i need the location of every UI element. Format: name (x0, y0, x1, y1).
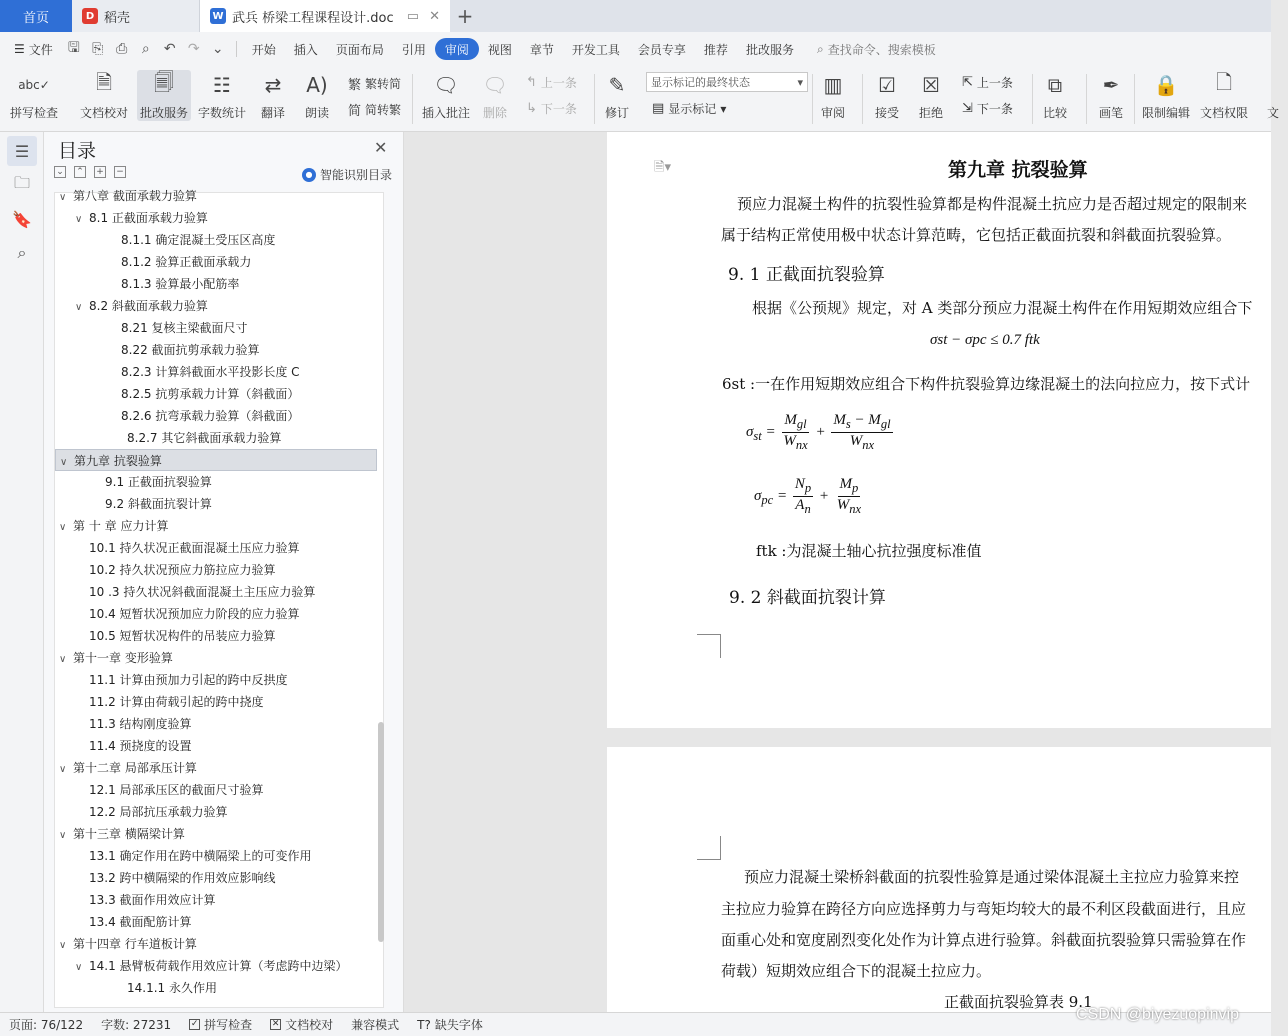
next-comment-icon: ↳ (526, 101, 537, 116)
search-icon[interactable]: ⌕ (17, 243, 27, 262)
toc-item[interactable] (55, 977, 377, 999)
toc-item[interactable] (55, 207, 377, 229)
chevron-down-icon[interactable]: ∨ (75, 302, 83, 313)
toc-item-label: 8.2.7 其它斜截面承载力验算 (127, 431, 282, 445)
read-aloud-icon: A) (306, 73, 328, 97)
next-comment-label: 下一条 (540, 102, 577, 116)
toc-item-label: 10 .3 持久状况斜截面混凝土主压应力验算 (89, 585, 316, 599)
chevron-down-icon[interactable]: ∨ (59, 654, 67, 665)
body-paragraph: 预应力混凝土梁桥斜截面的抗裂性验算是通过梁体混凝土主拉应力验算来控 (744, 868, 1240, 886)
toc-item-label: 11.1 计算由预加力引起的跨中反拱度 (89, 673, 288, 687)
proof-icon: ✕ (271, 1019, 280, 1029)
spellcheck-icon: abc✓ (18, 78, 50, 92)
menu-tab-member[interactable]: 会员专享 (637, 42, 686, 57)
ribbon-separator (812, 74, 813, 124)
doc-rights-label: 文档权限 (1200, 106, 1249, 120)
show-markup-icon: ▤ (652, 101, 665, 116)
word-count-label: 字数统计 (198, 106, 247, 120)
section-heading: 9. 1 正截面抗裂验算 (728, 265, 885, 285)
toc-item-label: 10.1 持久状况正截面混凝土压应力验算 (89, 541, 300, 555)
toc-item[interactable] (55, 669, 377, 691)
reject-icon: ☒ (922, 73, 940, 97)
menu-tab-layout[interactable]: 页面布局 (335, 42, 384, 57)
toc-item[interactable] (55, 295, 377, 317)
doc-proof-status-label: 文档校对 (285, 1018, 334, 1032)
hamburger-icon: ☰ (14, 42, 25, 56)
toc-item-label: 8.22 截面抗剪承载力验算 (121, 343, 260, 357)
toc-item[interactable] (55, 581, 377, 603)
tab-document-label: 武兵 桥梁工程课程设计.doc (232, 10, 394, 26)
toc-item[interactable] (55, 273, 377, 295)
next-change-icon: ⇲ (962, 101, 973, 116)
to-simplified-button[interactable] (348, 100, 401, 119)
toc-toolbar (54, 166, 126, 178)
missing-font-button[interactable] (408, 1016, 492, 1033)
checkbox-icon: ✓ (190, 1019, 199, 1029)
toc-item-label: 第十四章 行车道板计算 (73, 937, 197, 951)
formula-fraction: $\frac{M_{gl}}{W_{nx}}$ (783, 412, 808, 452)
tab-daoke-label: 稻壳 (104, 10, 131, 26)
toc-item[interactable] (55, 449, 377, 471)
comment-add-icon: 🗨 (433, 73, 459, 97)
menu-tab-developer[interactable]: 开发工具 (571, 42, 620, 57)
toc-item-label: 8.2 斜截面承载力验算 (89, 299, 208, 313)
compare-icon: ⧉ (1047, 73, 1063, 97)
correction-service-label: 批改服务 (140, 106, 189, 120)
toc-item[interactable] (55, 823, 377, 845)
redo-icon[interactable]: ↷ (187, 41, 200, 57)
review-pane-icon: ▥ (823, 73, 843, 97)
body-paragraph: 根据《公预规》规定，对 A 类部分预应力混凝土构件在作用短期效应组合下 (752, 299, 1253, 317)
spellcheck-label: 拼写检查 (10, 106, 59, 120)
chevron-down-icon[interactable]: ∨ (59, 192, 67, 203)
chevron-down-icon[interactable]: ∨ (59, 940, 67, 951)
show-markup-button[interactable] (652, 100, 726, 117)
doc-proof-icon: 🗎 (95, 70, 113, 94)
toc-item[interactable] (55, 603, 377, 625)
to-traditional-label: 繁转简 (365, 77, 402, 91)
chapter-heading: 第九章 抗裂验算 (948, 159, 1088, 181)
to-traditional-button[interactable] (348, 74, 401, 93)
toc-item[interactable] (55, 251, 377, 273)
toc-item-label: 9.1 正截面抗裂验算 (105, 475, 212, 489)
to-simplified-label: 简转繁 (365, 103, 402, 117)
customize-icon[interactable]: ⌄ (211, 41, 224, 57)
spell-check-label: 拼写检查 (204, 1018, 253, 1032)
ribbon-separator (862, 74, 863, 124)
toc-item[interactable] (55, 933, 377, 955)
more-icon (1258, 70, 1288, 100)
reject-label: 拒绝 (918, 106, 943, 120)
menu-tab-chapter[interactable]: 章节 (529, 42, 554, 57)
toc-item-label: 8.2.5 抗剪承载力计算（斜截面） (121, 387, 300, 401)
next-change-button[interactable] (962, 100, 1013, 117)
toc-item[interactable] (55, 647, 377, 669)
body-paragraph: 主拉应力验算在跨径方向应选择剪力与弯矩均较大的最不利区段截面进行，且应 (721, 900, 1247, 918)
daoke-logo-icon: D (82, 8, 98, 24)
toc-panel-icon[interactable]: ☰ (7, 136, 37, 166)
body-paragraph: 荷载）短期效应组合下的混凝土拉应力。 (721, 962, 992, 980)
compare-label: 比较 (1042, 106, 1067, 120)
markup-state-value: 显示标记的最终状态 (651, 76, 750, 89)
toc-list (54, 189, 384, 1008)
doc-proof-button[interactable] (80, 70, 128, 121)
menu-tab-references[interactable]: 引用 (401, 42, 426, 57)
toc-item[interactable] (55, 845, 377, 867)
correction-service-button[interactable] (137, 70, 191, 121)
doc-rights-button[interactable] (1200, 70, 1248, 121)
close-icon[interactable]: ✕ (429, 8, 440, 24)
translate-icon: ⇄ (264, 73, 282, 97)
read-aloud-button[interactable] (302, 70, 332, 121)
toc-item[interactable] (55, 801, 377, 823)
toc-item[interactable] (55, 405, 377, 427)
toc-item[interactable] (55, 867, 377, 889)
toc-panel (44, 132, 404, 1012)
body-paragraph: ftk :为混凝土轴心抗拉强度标准值 (756, 542, 982, 560)
expand-all-icon[interactable]: ⌃ (74, 166, 86, 178)
tab-daoke[interactable] (72, 0, 200, 32)
review-pane-button[interactable] (818, 70, 848, 121)
toc-item-label: 第 十 章 应力计算 (73, 519, 169, 533)
prev-comment-button[interactable] (526, 74, 577, 91)
toc-item[interactable] (55, 317, 377, 339)
next-change-label: 下一条 (976, 102, 1013, 116)
page-indicator[interactable]: 页面: 76/122 (9, 1018, 84, 1032)
toc-item-label: 8.1.1 确定混凝土受压区高度 (121, 233, 276, 247)
review-pane-label: 审阅 (820, 106, 845, 120)
word-count-indicator[interactable]: 字数: 27231 (101, 1018, 172, 1032)
prev-comment-icon: ↰ (526, 75, 537, 90)
spellcheck-button[interactable] (10, 70, 58, 121)
chevron-down-icon[interactable]: ∨ (75, 214, 83, 225)
menu-tab-start[interactable]: 开始 (251, 42, 276, 57)
toc-item[interactable] (55, 493, 377, 515)
toc-item[interactable] (55, 471, 377, 493)
missing-font-icon: T? (417, 1017, 431, 1032)
minimize-tab-icon[interactable]: ▭ (406, 8, 420, 24)
translate-button[interactable] (258, 70, 288, 121)
chevron-down-icon[interactable]: ∨ (59, 764, 67, 775)
toc-item-label: 8.2.3 计算斜截面水平投影长度 C (121, 365, 300, 379)
spell-check-toggle[interactable] (180, 1016, 261, 1033)
toc-item[interactable] (55, 559, 377, 581)
menu-tab-view[interactable]: 视图 (487, 42, 512, 57)
menu-tab-correction[interactable]: 批改服务 (745, 42, 794, 57)
body-paragraph: 预应力混凝土构件的抗裂性验算都是构件混凝土抗应力是否超过规定的限制来 (737, 195, 1248, 213)
prev-change-button[interactable] (962, 74, 1013, 91)
toc-scrollbar[interactable] (378, 722, 384, 942)
toc-item-label: 8.2.6 抗弯承载力验算（斜截面） (121, 409, 300, 423)
chevron-down-icon[interactable]: ∨ (75, 962, 83, 973)
doc-proof-label: 文档校对 (80, 106, 129, 120)
more-ribbon-label: 文 (1266, 106, 1279, 120)
toc-item[interactable] (55, 713, 377, 735)
toc-item-label: 14.1.1 永久作用 (127, 981, 217, 995)
chevron-down-icon[interactable]: ∨ (59, 830, 67, 841)
toc-item[interactable] (55, 735, 377, 757)
chapter-nav-icon[interactable]: 🗀 (13, 172, 30, 192)
toc-item[interactable] (55, 185, 377, 207)
section-heading: 9. 2 斜截面抗裂计算 (729, 588, 886, 608)
print-icon[interactable]: ⎙ (116, 41, 128, 57)
toc-item-label: 第十一章 变形验算 (73, 651, 173, 665)
insert-comment-button[interactable] (422, 70, 470, 121)
tab-home[interactable]: 首页 (0, 0, 72, 32)
word-count-button[interactable] (198, 70, 246, 121)
toc-item-label: 13.1 确定作用在跨中横隔梁上的可变作用 (89, 849, 312, 863)
prev-change-icon: ⇱ (962, 75, 973, 90)
command-search-label: 查找命令、搜索模板 (827, 42, 936, 57)
chevron-down-icon: ▾ (797, 75, 803, 89)
toc-item-label: 8.1 正截面承载力验算 (89, 211, 208, 225)
toc-item-label: 8.1.3 验算最小配筋率 (121, 277, 240, 291)
chevron-down-icon: ▾ (720, 101, 727, 116)
compare-button[interactable] (1040, 70, 1070, 121)
toc-item-label: 11.4 预挠度的设置 (89, 739, 192, 753)
toc-item[interactable] (55, 779, 377, 801)
insert-comment-label: 插入批注 (422, 106, 471, 120)
toc-item-label: 第十二章 局部承压计算 (73, 761, 197, 775)
toc-item-label: 13.3 截面作用效应计算 (89, 893, 216, 907)
simplified-icon: 简 (348, 104, 362, 119)
toc-item-label: 8.21 复核主梁截面尺寸 (121, 321, 248, 335)
watermark: CSDN @biyezuopinvip (1076, 1006, 1239, 1023)
accept-button[interactable] (872, 70, 902, 121)
toc-item-label: 12.1 局部承压区的截面尺寸验算 (89, 783, 264, 797)
ribbon-separator (594, 74, 595, 124)
track-changes-button[interactable] (602, 70, 632, 121)
read-aloud-label: 朗读 (304, 106, 329, 120)
translate-label: 翻译 (260, 106, 285, 120)
toc-item[interactable] (55, 955, 377, 977)
reject-button[interactable] (916, 70, 946, 121)
menu-bar (0, 32, 1271, 66)
toc-item[interactable] (55, 911, 377, 933)
toc-item[interactable] (55, 383, 377, 405)
menu-tab-insert[interactable]: 插入 (293, 42, 318, 57)
file-menu-label: 文件 (28, 42, 53, 57)
pen-label: 画笔 (1098, 106, 1123, 120)
missing-font-label: 缺失字体 (434, 1018, 483, 1032)
undo-icon[interactable]: ↶ (163, 41, 176, 57)
formula-sigma-st: $\sigma_{st}$ = $\frac{M_{gl}}{W_{nx}}$ + $\frac{M_s - M_{gl}}{W_{nx}}$ (746, 412, 891, 452)
ribbon-separator (1134, 74, 1135, 124)
restrict-edit-button[interactable] (1142, 70, 1190, 121)
toc-item-label: 11.3 结构刚度验算 (89, 717, 192, 731)
toc-item[interactable] (55, 515, 377, 537)
lock-doc-icon: 🔒 (1153, 73, 1179, 97)
restrict-edit-label: 限制编辑 (1142, 106, 1191, 120)
ribbon-separator (1086, 74, 1087, 124)
paragraph-format-icon[interactable]: 🗎▾ (654, 160, 671, 175)
toc-item[interactable] (55, 339, 377, 361)
toc-item[interactable] (55, 889, 377, 911)
smart-toc-button[interactable] (302, 166, 392, 183)
traditional-icon: 繁 (348, 78, 362, 93)
more-ribbon-button[interactable] (1258, 70, 1288, 121)
formula-fraction: $\frac{M_p}{W_{nx}}$ (836, 476, 862, 516)
ribbon-separator (412, 74, 413, 124)
word-count-icon: ☷ (213, 73, 231, 97)
doc-rights-icon: 🗋 (1215, 70, 1233, 94)
toc-item[interactable] (55, 757, 377, 779)
search-icon: ⌕ (816, 41, 824, 56)
close-icon[interactable]: ✕ (374, 138, 388, 157)
chevron-down-icon[interactable]: ∨ (60, 457, 68, 468)
track-changes-icon: ✎ (608, 73, 626, 97)
toc-item-label: 11.2 计算由荷载引起的跨中挠度 (89, 695, 264, 709)
table-caption: 正截面抗裂验算表 9.1 (944, 993, 1093, 1011)
pen-icon: ✒ (1102, 73, 1120, 97)
toc-item-label: 8.1.2 验算正截面承载力 (121, 255, 252, 269)
tab-bar-fill (480, 0, 1271, 32)
toc-item-label: 10.5 短暂状况构件的吊装应力验算 (89, 629, 276, 643)
toc-item[interactable] (55, 361, 377, 383)
formula-crack-check: σst − σpc ≤ 0.7 ftk (930, 332, 1040, 348)
toc-item-label: 9.2 斜截面抗裂计算 (105, 497, 212, 511)
new-tab-button[interactable]: + (456, 4, 474, 28)
comment-delete-icon: 🗨 (482, 73, 508, 97)
body-paragraph: 面重心处和宽度剧烈变化处作为计算点进行验算。斜截面抗裂验算只需验算在作 (721, 931, 1247, 949)
correction-service-icon: 🗐 (154, 70, 174, 94)
save-icon[interactable]: 🖫 (67, 40, 80, 56)
tab-bar (0, 0, 1271, 32)
nav-strip (0, 132, 44, 1012)
formula-fraction: $\frac{N_p}{A_n}$ (794, 476, 812, 516)
toc-item-label: 13.4 截面配筋计算 (89, 915, 192, 929)
smart-toc-icon: ● (302, 168, 316, 182)
body-paragraph: 6st :一在作用短期效应组合下构件抗裂验算边缘混凝土的法向拉应力，按下式计 (722, 375, 1251, 393)
bookmark-icon[interactable]: 🔖 (12, 209, 32, 229)
next-comment-button[interactable] (526, 100, 577, 117)
toc-item-label: 第九章 抗裂验算 (74, 454, 162, 468)
toc-item-label: 10.4 短暂状况预加应力阶段的应力验算 (89, 607, 300, 621)
menu-tab-review[interactable]: 审阅 (435, 38, 479, 60)
prev-comment-label: 上一条 (540, 76, 577, 90)
command-search[interactable] (803, 41, 936, 58)
remove-heading-icon[interactable]: − (114, 166, 126, 178)
toc-item-label: 第八章 截面承载力验算 (73, 189, 197, 203)
toc-item-label: 第十三章 横隔梁计算 (73, 827, 185, 841)
toc-item-label: 14.1 悬臂板荷载作用效应计算（考虑跨中边梁） (89, 959, 348, 973)
toc-item-label: 10.2 持久状况预应力筋拉应力验算 (89, 563, 276, 577)
track-changes-label: 修订 (604, 106, 629, 120)
page-margin-mark (697, 836, 721, 860)
collapse-all-icon[interactable]: ⌄ (54, 166, 66, 178)
toc-item[interactable] (55, 427, 377, 449)
toc-item[interactable] (55, 625, 377, 647)
formula-fraction: $\frac{M_s - M_{gl}}{W_{nx}}$ (833, 412, 891, 452)
accept-label: 接受 (874, 106, 899, 120)
delete-comment-label: 删除 (482, 106, 507, 120)
file-menu[interactable] (0, 38, 62, 60)
accept-icon: ☑ (878, 73, 896, 97)
markup-state-select[interactable] (646, 72, 808, 92)
toc-item[interactable] (55, 229, 377, 251)
page-margin-mark (697, 634, 721, 658)
body-paragraph: 属于结构正常使用极中状态计算范畴，它包括正截面抗裂和斜截面抗裂验算。 (721, 226, 1232, 244)
menu-tab-recommend[interactable]: 推荐 (703, 42, 728, 57)
compat-mode-indicator[interactable]: 兼容模式 (351, 1018, 400, 1032)
prev-change-label: 上一条 (976, 76, 1013, 90)
review-ribbon (0, 66, 1279, 132)
delete-comment-button[interactable] (480, 70, 510, 121)
toc-title: 目录 (58, 140, 97, 162)
export-pdf-icon[interactable]: ⎘ (92, 41, 104, 57)
tab-document[interactable] (200, 0, 450, 32)
menu-separator (236, 41, 237, 57)
toc-item-label: 13.2 跨中横隔梁的作用效应影响线 (89, 871, 276, 885)
add-heading-icon[interactable]: + (94, 166, 106, 178)
smart-toc-label: 智能识别目录 (320, 168, 393, 182)
toc-item-label: 12.2 局部抗压承载力验算 (89, 805, 228, 819)
chevron-down-icon[interactable]: ∨ (59, 522, 67, 533)
ribbon-separator (1032, 74, 1033, 124)
toc-item[interactable] (55, 537, 377, 559)
formula-sigma-pc: $\sigma_{pc}$ = $\frac{N_p}{A_n}$ + $\frac{M_p}{W_{nx}}$ (754, 476, 862, 516)
show-markup-label: 显示标记 (668, 102, 717, 116)
pen-button[interactable] (1096, 70, 1126, 121)
toc-item[interactable] (55, 691, 377, 713)
word-doc-icon: W (210, 8, 226, 24)
print-preview-icon[interactable]: ⌕ (141, 41, 150, 57)
doc-proof-toggle[interactable] (261, 1016, 342, 1033)
